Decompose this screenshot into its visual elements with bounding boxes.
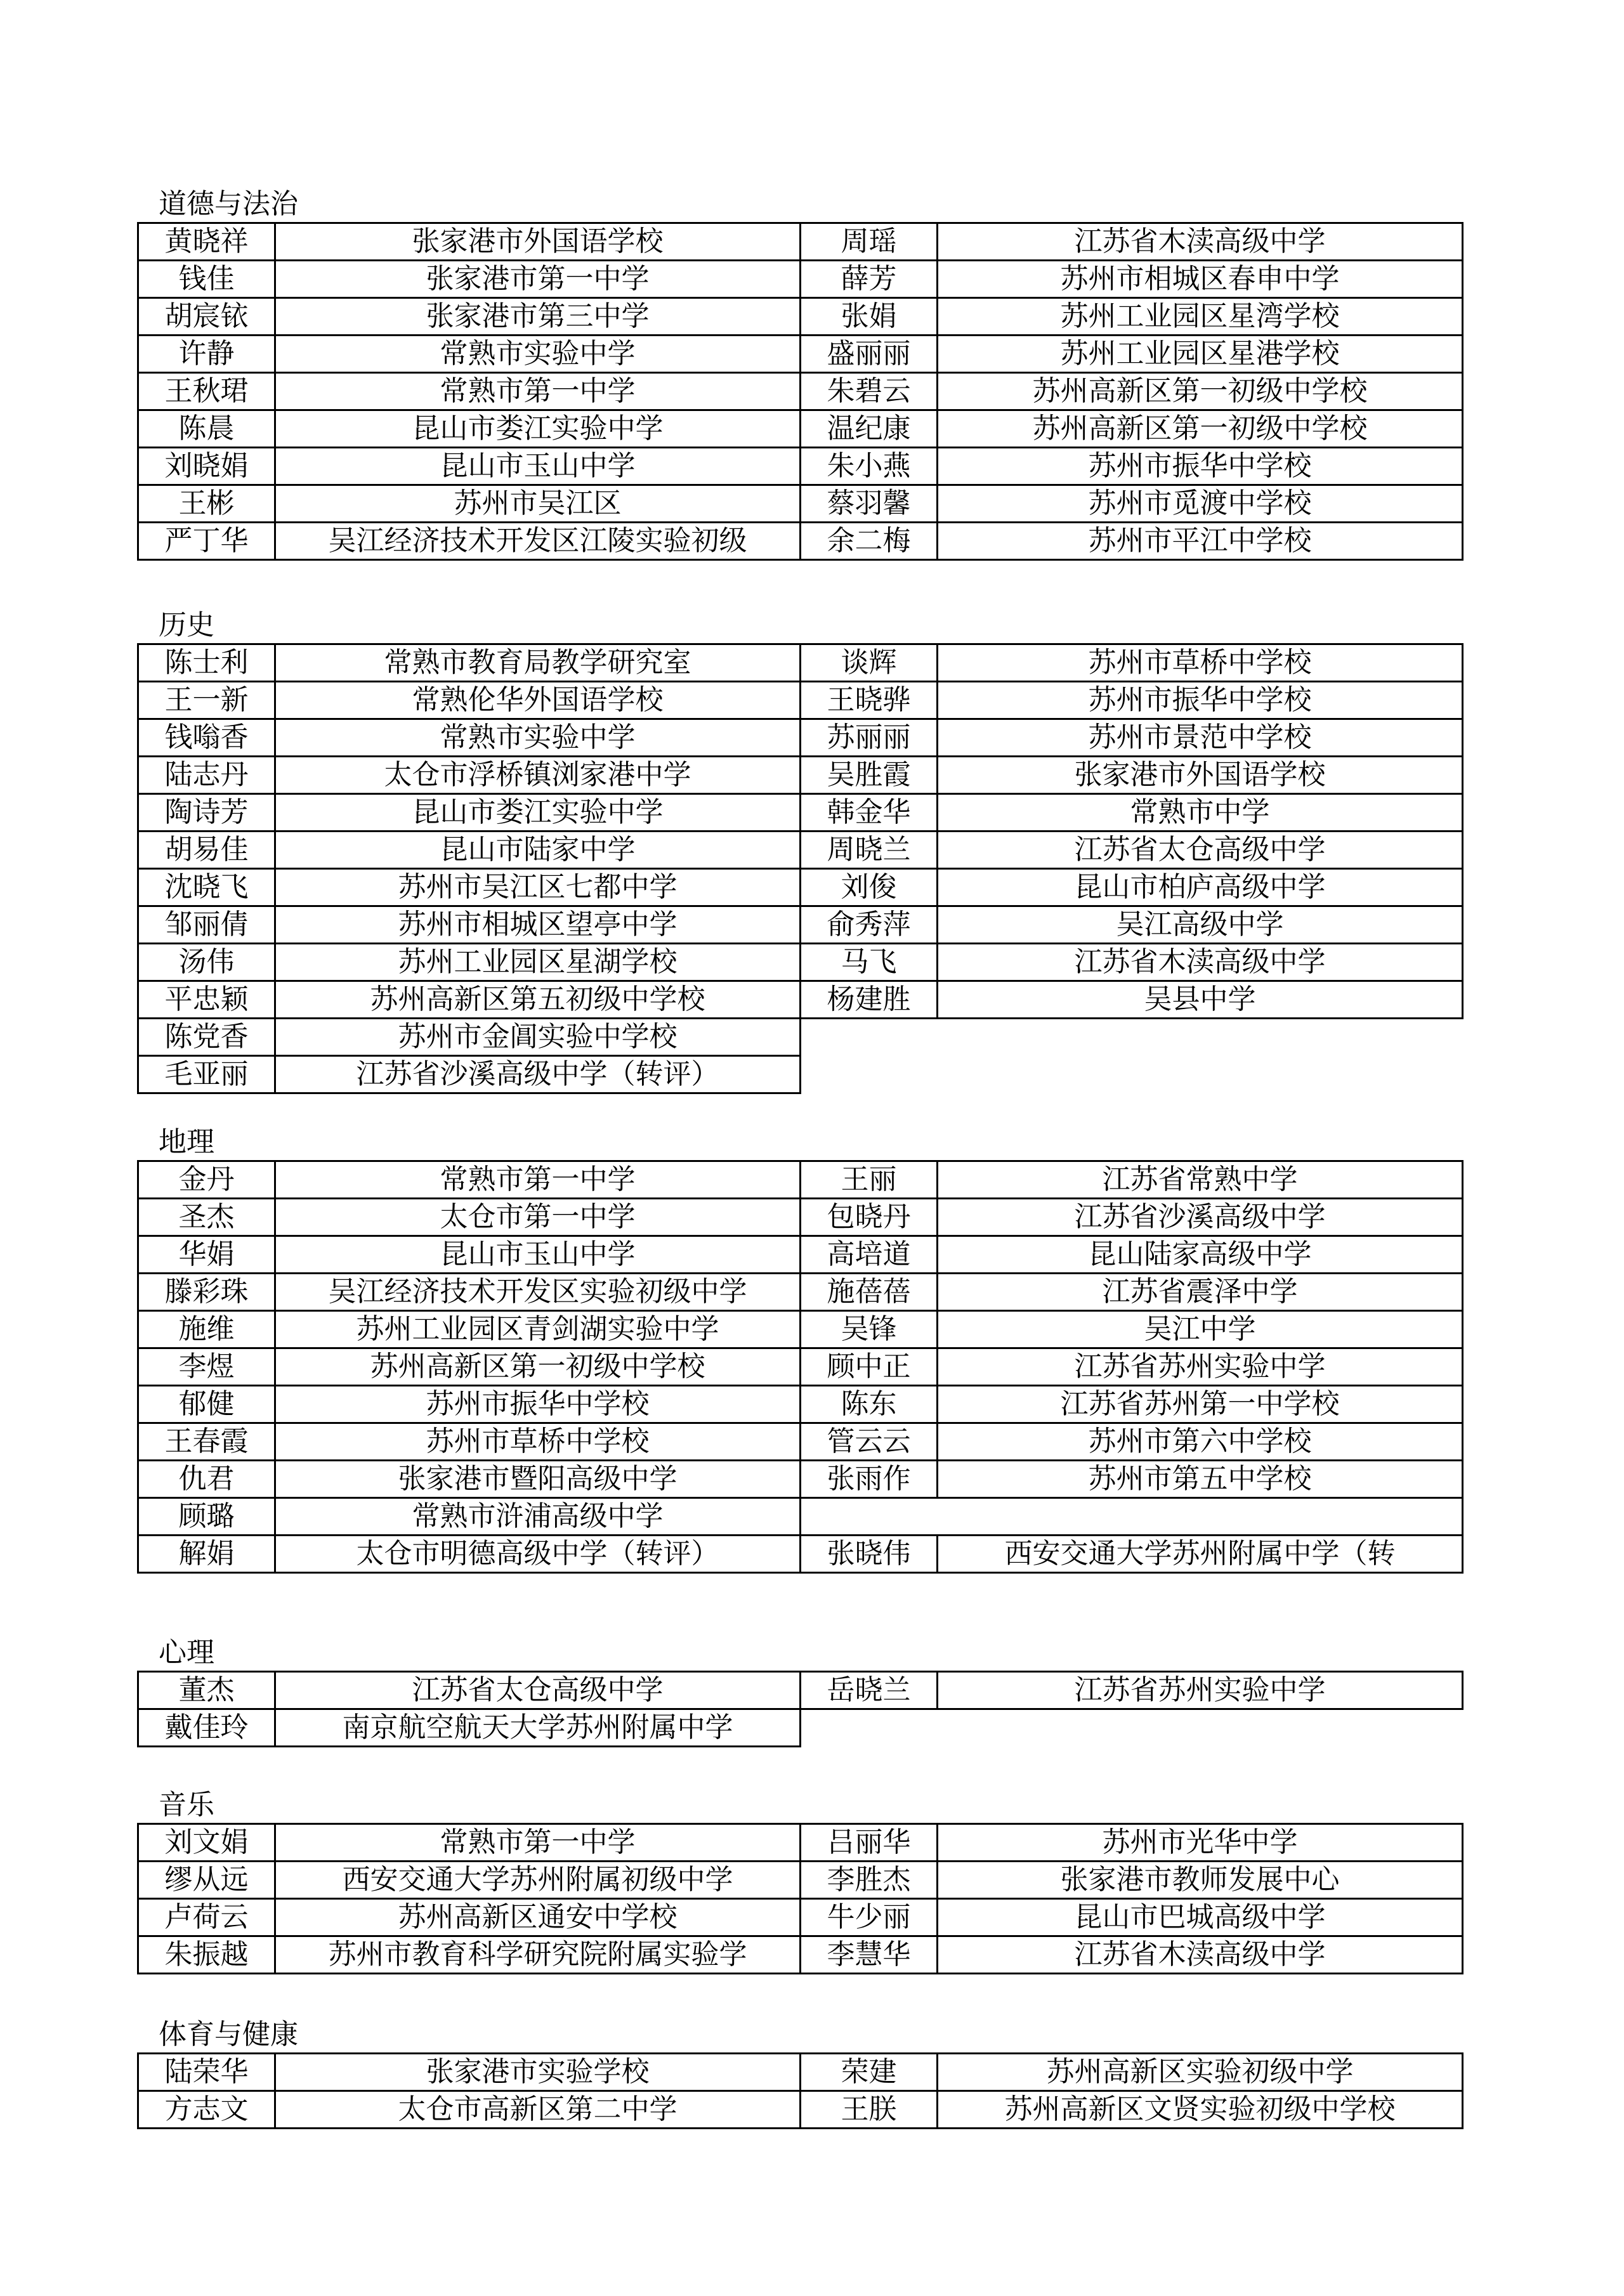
- school-name-cell: 苏州市觅渡中学校: [938, 485, 1463, 523]
- teacher-name-cell: 刘晓娟: [138, 448, 275, 485]
- empty-cell: [938, 1056, 1463, 1093]
- school-name-cell: 常熟市实验中学: [275, 336, 801, 373]
- teacher-name-cell: 薛芳: [801, 261, 938, 298]
- section-3: [137, 1635, 1458, 1747]
- school-name-cell: 常熟市中学: [938, 794, 1463, 832]
- section-title: 历史: [159, 609, 214, 641]
- table-row: [138, 682, 1463, 719]
- table-row: [138, 906, 1463, 944]
- table-row: [138, 1824, 1463, 1862]
- table-row: [138, 1709, 1463, 1747]
- school-name-cell: 苏州市草桥中学校: [938, 644, 1463, 682]
- teacher-name-cell: 顾中正: [801, 1348, 938, 1386]
- school-name-cell: 苏州工业园区星湾学校: [938, 298, 1463, 336]
- teacher-name-cell: 钱嗡香: [138, 719, 275, 757]
- section-title: 音乐: [159, 1789, 214, 1821]
- school-name-cell: 太仓市第一中学: [275, 1199, 801, 1236]
- school-name-cell: 常熟市教育局教学研究室: [275, 644, 801, 682]
- teacher-name-cell: 黄晓祥: [138, 223, 275, 261]
- table-row: [138, 1274, 1463, 1311]
- empty-cell: [938, 1019, 1463, 1056]
- school-name-cell: 吴江高级中学: [938, 906, 1463, 944]
- table-row: [138, 644, 1463, 682]
- teacher-name-cell: 滕彩珠: [138, 1274, 275, 1311]
- school-name-cell: 苏州市平江中学校: [938, 523, 1463, 560]
- table-row: [138, 1536, 1463, 1573]
- section-4: [137, 1787, 1458, 1974]
- school-name-cell: 昆山市娄江实验中学: [275, 410, 801, 448]
- teacher-name-cell: 蔡羽馨: [801, 485, 938, 523]
- school-name-cell: 苏州市相城区望亭中学: [275, 906, 801, 944]
- teacher-name-cell: 张晓伟: [801, 1536, 938, 1573]
- school-name-cell: 常熟市第一中学: [275, 1161, 801, 1199]
- teacher-name-cell: 严丁华: [138, 523, 275, 560]
- teacher-name-cell: 陈士利: [138, 644, 275, 682]
- school-name-cell: 苏州高新区第五初级中学校: [275, 981, 801, 1019]
- teacher-name-cell: 施维: [138, 1311, 275, 1348]
- school-name-cell: 苏州市草桥中学校: [275, 1423, 801, 1461]
- roster-table: [137, 1671, 1464, 1747]
- school-name-cell: 江苏省沙溪高级中学: [938, 1199, 1463, 1236]
- table-row: [138, 336, 1463, 373]
- table-row: [138, 1862, 1463, 1899]
- roster-table: [137, 1823, 1464, 1974]
- table-row: [138, 1461, 1463, 1498]
- school-name-cell: 江苏省震泽中学: [938, 1274, 1463, 1311]
- school-name-cell: 苏州工业园区星港学校: [938, 336, 1463, 373]
- teacher-name-cell: 方志文: [138, 2091, 275, 2129]
- school-name-cell: 苏州工业园区青剑湖实验中学: [275, 1311, 801, 1348]
- teacher-name-cell: 余二梅: [801, 523, 938, 560]
- school-name-cell: 苏州市教育科学研究院附属实验学: [275, 1936, 801, 1974]
- teacher-name-cell: 卢荷云: [138, 1899, 275, 1936]
- section-title: 体育与健康: [159, 2018, 298, 2051]
- teacher-name-cell: 陈晨: [138, 410, 275, 448]
- school-name-cell: 苏州市吴江区: [275, 485, 801, 523]
- teacher-name-cell: 陈东: [801, 1386, 938, 1423]
- table-row: [138, 1161, 1463, 1199]
- school-name-cell: 昆山陆家高级中学: [938, 1236, 1463, 1274]
- school-name-cell: 西安交通大学苏州附属中学（转: [938, 1536, 1463, 1573]
- table-row: [138, 794, 1463, 832]
- table-row: [138, 1311, 1463, 1348]
- school-name-cell: 苏州市金阊实验中学校: [275, 1019, 801, 1056]
- table-row: [138, 523, 1463, 560]
- school-name-cell: 苏州市振华中学校: [938, 682, 1463, 719]
- school-name-cell: 苏州市景范中学校: [938, 719, 1463, 757]
- teacher-name-cell: 胡易佳: [138, 832, 275, 869]
- school-name-cell: 江苏省太仓高级中学: [275, 1672, 801, 1709]
- school-name-cell: 苏州市吴江区七都中学: [275, 869, 801, 906]
- table-row: [138, 448, 1463, 485]
- table-row: [138, 1498, 1463, 1536]
- school-name-cell: 常熟市浒浦高级中学: [275, 1498, 801, 1536]
- teacher-name-cell: 吴锋: [801, 1311, 938, 1348]
- teacher-name-cell: 马飞: [801, 944, 938, 981]
- table-row: [138, 1019, 1463, 1056]
- school-name-cell: 常熟市第一中学: [275, 373, 801, 410]
- school-name-cell: 苏州高新区第一初级中学校: [938, 373, 1463, 410]
- teacher-name-cell: 王晓骅: [801, 682, 938, 719]
- school-name-cell: 昆山市玉山中学: [275, 1236, 801, 1274]
- table-row: [138, 944, 1463, 981]
- teacher-name-cell: 董杰: [138, 1672, 275, 1709]
- empty-cell: [801, 1709, 938, 1747]
- table-row: [138, 757, 1463, 794]
- section-2: [137, 1125, 1458, 1574]
- teacher-name-cell: 周晓兰: [801, 832, 938, 869]
- school-name-cell: 西安交通大学苏州附属初级中学: [275, 1862, 801, 1899]
- table-row: [138, 1056, 1463, 1093]
- school-name-cell: 南京航空航天大学苏州附属中学: [275, 1709, 801, 1747]
- school-name-cell: 昆山市玉山中学: [275, 448, 801, 485]
- teacher-name-cell: 韩金华: [801, 794, 938, 832]
- teacher-name-cell: 温纪康: [801, 410, 938, 448]
- teacher-name-cell: 邹丽倩: [138, 906, 275, 944]
- teacher-name-cell: 沈晓飞: [138, 869, 275, 906]
- school-name-cell: 张家港市外国语学校: [275, 223, 801, 261]
- teacher-name-cell: 陶诗芳: [138, 794, 275, 832]
- teacher-name-cell: 戴佳玲: [138, 1709, 275, 1747]
- school-name-cell: 江苏省苏州实验中学: [938, 1348, 1463, 1386]
- school-name-cell: 吴江中学: [938, 1311, 1463, 1348]
- teacher-name-cell: 张雨作: [801, 1461, 938, 1498]
- table-row: [138, 485, 1463, 523]
- school-name-cell: 张家港市教师发展中心: [938, 1862, 1463, 1899]
- teacher-name-cell: 高培道: [801, 1236, 938, 1274]
- teacher-name-cell: 李煜: [138, 1348, 275, 1386]
- school-name-cell: 江苏省苏州第一中学校: [938, 1386, 1463, 1423]
- teacher-name-cell: 吕丽华: [801, 1824, 938, 1862]
- teacher-name-cell: 毛亚丽: [138, 1056, 275, 1093]
- school-name-cell: 昆山市柏庐高级中学: [938, 869, 1463, 906]
- table-row: [138, 2091, 1463, 2129]
- school-name-cell: 苏州市第六中学校: [938, 1423, 1463, 1461]
- empty-cell: [938, 1709, 1463, 1747]
- teacher-name-cell: 朱小燕: [801, 448, 938, 485]
- school-name-cell: 江苏省木渎高级中学: [938, 944, 1463, 981]
- school-name-cell: 张家港市第一中学: [275, 261, 801, 298]
- teacher-name-cell: 谈辉: [801, 644, 938, 682]
- section-title: 心理: [159, 1636, 214, 1669]
- empty-cell: [801, 1498, 1463, 1536]
- school-name-cell: 常熟伦华外国语学校: [275, 682, 801, 719]
- teacher-name-cell: 朱碧云: [801, 373, 938, 410]
- teacher-name-cell: 王秋珺: [138, 373, 275, 410]
- school-name-cell: 江苏省木渎高级中学: [938, 1936, 1463, 1974]
- teacher-name-cell: 刘俊: [801, 869, 938, 906]
- teacher-name-cell: 仇君: [138, 1461, 275, 1498]
- teacher-name-cell: 缪从远: [138, 1862, 275, 1899]
- school-name-cell: 常熟市第一中学: [275, 1824, 801, 1862]
- teacher-name-cell: 陆志丹: [138, 757, 275, 794]
- school-name-cell: 苏州工业园区星湖学校: [275, 944, 801, 981]
- table-row: [138, 1386, 1463, 1423]
- table-row: [138, 1899, 1463, 1936]
- roster-table: [137, 222, 1464, 561]
- teacher-name-cell: 解娟: [138, 1536, 275, 1573]
- teacher-name-cell: 平忠颖: [138, 981, 275, 1019]
- teacher-name-cell: 杨建胜: [801, 981, 938, 1019]
- teacher-name-cell: 许静: [138, 336, 275, 373]
- table-row: [138, 1672, 1463, 1709]
- teacher-name-cell: 陈党香: [138, 1019, 275, 1056]
- table-row: [138, 373, 1463, 410]
- school-name-cell: 江苏省苏州实验中学: [938, 1672, 1463, 1709]
- teacher-name-cell: 张娟: [801, 298, 938, 336]
- teacher-name-cell: 李胜杰: [801, 1862, 938, 1899]
- teacher-name-cell: 王彬: [138, 485, 275, 523]
- teacher-name-cell: 圣杰: [138, 1199, 275, 1236]
- roster-table: [137, 2052, 1464, 2129]
- school-name-cell: 昆山市陆家中学: [275, 832, 801, 869]
- teacher-name-cell: 胡宸铱: [138, 298, 275, 336]
- school-name-cell: 江苏省沙溪高级中学（转评）: [275, 1056, 801, 1093]
- teacher-name-cell: 荣建: [801, 2054, 938, 2091]
- school-name-cell: 昆山市娄江实验中学: [275, 794, 801, 832]
- school-name-cell: 昆山市巴城高级中学: [938, 1899, 1463, 1936]
- section-5: [137, 2017, 1458, 2129]
- teacher-name-cell: 李慧华: [801, 1936, 938, 1974]
- table-row: [138, 261, 1463, 298]
- school-name-cell: 太仓市浮桥镇浏家港中学: [275, 757, 801, 794]
- section-0: [137, 186, 1458, 561]
- teacher-name-cell: 周瑶: [801, 223, 938, 261]
- table-row: [138, 832, 1463, 869]
- teacher-name-cell: 汤伟: [138, 944, 275, 981]
- teacher-name-cell: 俞秀萍: [801, 906, 938, 944]
- teacher-name-cell: 吴胜霞: [801, 757, 938, 794]
- school-name-cell: 太仓市明德高级中学（转评）: [275, 1536, 801, 1573]
- teacher-name-cell: 管云云: [801, 1423, 938, 1461]
- empty-cell: [801, 1056, 938, 1093]
- roster-table: [137, 1160, 1464, 1574]
- school-name-cell: 江苏省常熟中学: [938, 1161, 1463, 1199]
- teacher-name-cell: 包晓丹: [801, 1199, 938, 1236]
- school-name-cell: 江苏省太仓高级中学: [938, 832, 1463, 869]
- teacher-name-cell: 施蓓蓓: [801, 1274, 938, 1311]
- teacher-name-cell: 华娟: [138, 1236, 275, 1274]
- table-row: [138, 1348, 1463, 1386]
- teacher-name-cell: 钱佳: [138, 261, 275, 298]
- table-row: [138, 869, 1463, 906]
- school-name-cell: 苏州市光华中学: [938, 1824, 1463, 1862]
- section-1: [137, 608, 1458, 1094]
- school-name-cell: 吴县中学: [938, 981, 1463, 1019]
- teacher-name-cell: 王春霞: [138, 1423, 275, 1461]
- teacher-name-cell: 苏丽丽: [801, 719, 938, 757]
- school-name-cell: 苏州高新区实验初级中学: [938, 2054, 1463, 2091]
- school-name-cell: 苏州高新区第一初级中学校: [275, 1348, 801, 1386]
- school-name-cell: 苏州市相城区春申中学: [938, 261, 1463, 298]
- teacher-name-cell: 盛丽丽: [801, 336, 938, 373]
- school-name-cell: 苏州市振华中学校: [275, 1386, 801, 1423]
- school-name-cell: 江苏省木渎高级中学: [938, 223, 1463, 261]
- school-name-cell: 太仓市高新区第二中学: [275, 2091, 801, 2129]
- school-name-cell: 苏州市振华中学校: [938, 448, 1463, 485]
- table-row: [138, 981, 1463, 1019]
- school-name-cell: 苏州高新区通安中学校: [275, 1899, 801, 1936]
- school-name-cell: 苏州高新区文贤实验初级中学校: [938, 2091, 1463, 2129]
- school-name-cell: 吴江经济技术开发区实验初级中学: [275, 1274, 801, 1311]
- section-title: 地理: [159, 1126, 214, 1158]
- school-name-cell: 苏州市第五中学校: [938, 1461, 1463, 1498]
- table-row: [138, 410, 1463, 448]
- school-name-cell: 张家港市暨阳高级中学: [275, 1461, 801, 1498]
- school-name-cell: 苏州高新区第一初级中学校: [938, 410, 1463, 448]
- teacher-name-cell: 岳晓兰: [801, 1672, 938, 1709]
- teacher-name-cell: 金丹: [138, 1161, 275, 1199]
- teacher-name-cell: 王丽: [801, 1161, 938, 1199]
- empty-cell: [801, 1019, 938, 1056]
- table-row: [138, 2054, 1463, 2091]
- teacher-name-cell: 顾璐: [138, 1498, 275, 1536]
- teacher-name-cell: 郁健: [138, 1386, 275, 1423]
- school-name-cell: 吴江经济技术开发区江陵实验初级: [275, 523, 801, 560]
- table-row: [138, 1423, 1463, 1461]
- table-row: [138, 719, 1463, 757]
- table-row: [138, 1199, 1463, 1236]
- table-row: [138, 1236, 1463, 1274]
- teacher-name-cell: 王朕: [801, 2091, 938, 2129]
- teacher-name-cell: 刘文娟: [138, 1824, 275, 1862]
- roster-table: [137, 643, 1464, 1094]
- school-name-cell: 张家港市第三中学: [275, 298, 801, 336]
- school-name-cell: 张家港市实验学校: [275, 2054, 801, 2091]
- table-row: [138, 298, 1463, 336]
- teacher-name-cell: 朱振越: [138, 1936, 275, 1974]
- table-row: [138, 223, 1463, 261]
- teacher-name-cell: 王一新: [138, 682, 275, 719]
- teacher-name-cell: 陆荣华: [138, 2054, 275, 2091]
- school-name-cell: 常熟市实验中学: [275, 719, 801, 757]
- teacher-name-cell: 牛少丽: [801, 1899, 938, 1936]
- table-row: [138, 1936, 1463, 1974]
- school-name-cell: 张家港市外国语学校: [938, 757, 1463, 794]
- section-title: 道德与法治: [159, 188, 298, 220]
